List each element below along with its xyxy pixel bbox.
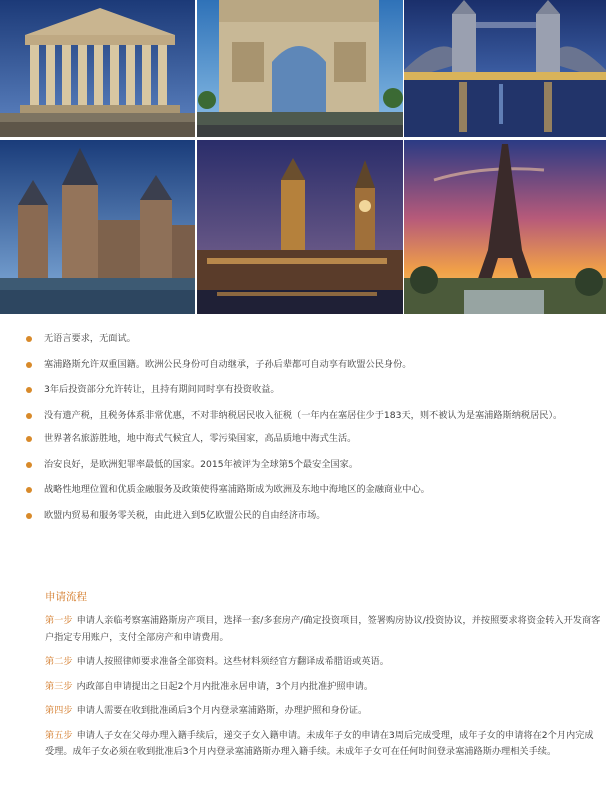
section-title: 申请流程 bbox=[45, 591, 87, 603]
process-step bbox=[45, 679, 601, 696]
step-label: 第一步 bbox=[45, 615, 73, 626]
step-text: 内政部自申请提出之日起2个月内批准永居申请，3个月内批准护照申请。 bbox=[76, 680, 374, 692]
bullet-icon bbox=[26, 336, 32, 342]
list-item-text: 塞浦路斯允许双重国籍。欧洲公民身份可自动继承，子孙后辈都可自动享有欧盟公民身份。 bbox=[44, 358, 412, 370]
bullet-icon bbox=[26, 462, 32, 468]
bullet-icon bbox=[26, 387, 32, 393]
list-item bbox=[24, 483, 600, 497]
list-item bbox=[24, 458, 600, 472]
step-label: 第五步 bbox=[45, 729, 73, 741]
tower-bridge-photo bbox=[404, 0, 606, 137]
list-item bbox=[24, 383, 600, 397]
bullet-icon bbox=[26, 413, 32, 419]
bullet-icon bbox=[26, 362, 32, 368]
list-item-text: 3年后投资部分允许转让，且持有期间同时享有投资收益。 bbox=[44, 384, 280, 395]
bullet-icon bbox=[26, 436, 32, 442]
step-text: 申请人需要在收到批准函后3个月内登录塞浦路斯，办理护照和身份证。 bbox=[76, 705, 368, 716]
step-text: 申请人子女在父母办理入籍手续后，递交子女入籍申请。未成年子女的申请在3周后完成受理，成年子女的申请将在2个月内完成受理。成年子女必须在收到批准后3个月内登录塞浦路斯办理入籍手续。未成年子女可在任何时间登录塞浦路斯办理相关手续。 bbox=[45, 729, 594, 757]
castle-photo bbox=[0, 140, 195, 314]
arc-de-triomphe-photo bbox=[197, 0, 403, 137]
step-label: 第四步 bbox=[45, 705, 73, 716]
process-step bbox=[45, 728, 601, 761]
bullet-icon bbox=[26, 487, 32, 493]
parthenon-photo bbox=[0, 0, 195, 137]
list-item-text: 治安良好，是欧洲犯罪率最低的国家。2015年被评为全球第5个最安全国家。 bbox=[44, 458, 359, 470]
bullet-icon bbox=[26, 513, 32, 519]
step-label: 第三步 bbox=[45, 680, 73, 692]
process-step bbox=[45, 613, 601, 646]
process-steps bbox=[45, 613, 601, 769]
list-item bbox=[24, 332, 600, 346]
list-item bbox=[24, 509, 600, 523]
list-item-text: 欧盟内贸易和服务零关税，由此进入到5亿欧盟公民的自由经济市场。 bbox=[44, 509, 326, 521]
step-label: 第二步 bbox=[45, 656, 73, 667]
list-item bbox=[24, 358, 600, 372]
list-item bbox=[24, 409, 600, 423]
big-ben-photo bbox=[197, 140, 403, 314]
benefits-list bbox=[24, 332, 600, 534]
step-text: 申请人亲临考察塞浦路斯房产项目，选择一套/多套房产/确定投资项目，签署购房协议/投资协议，并按照要求将资金转入开发商客户指定专用账户，支付全部房产和申请费用。 bbox=[45, 615, 601, 643]
step-text: 申请人按照律师要求准备全部资料。这些材料须经官方翻译成希腊语或英语。 bbox=[76, 656, 389, 667]
process-step bbox=[45, 654, 601, 671]
landmark-photo-grid bbox=[0, 0, 606, 314]
list-item-text: 战略性地理位置和优质金融服务及政策使得塞浦路斯成为欧洲及东地中海地区的金融商业中心。 bbox=[44, 484, 430, 495]
eiffel-tower-photo bbox=[404, 140, 606, 314]
list-item-text: 无语言要求，无面试。 bbox=[44, 333, 136, 344]
process-step bbox=[45, 703, 601, 720]
list-item-text: 世界著名旅游胜地，地中海式气候宜人，零污染国家，高品质地中海式生活。 bbox=[44, 433, 357, 444]
list-item-text: 没有遗产税，且税务体系非常优惠，不对非纳税居民收入征税（一年内在塞居住少于183天，则不被认为是塞浦路斯纳税居民）。 bbox=[44, 409, 563, 421]
list-item bbox=[24, 432, 600, 446]
